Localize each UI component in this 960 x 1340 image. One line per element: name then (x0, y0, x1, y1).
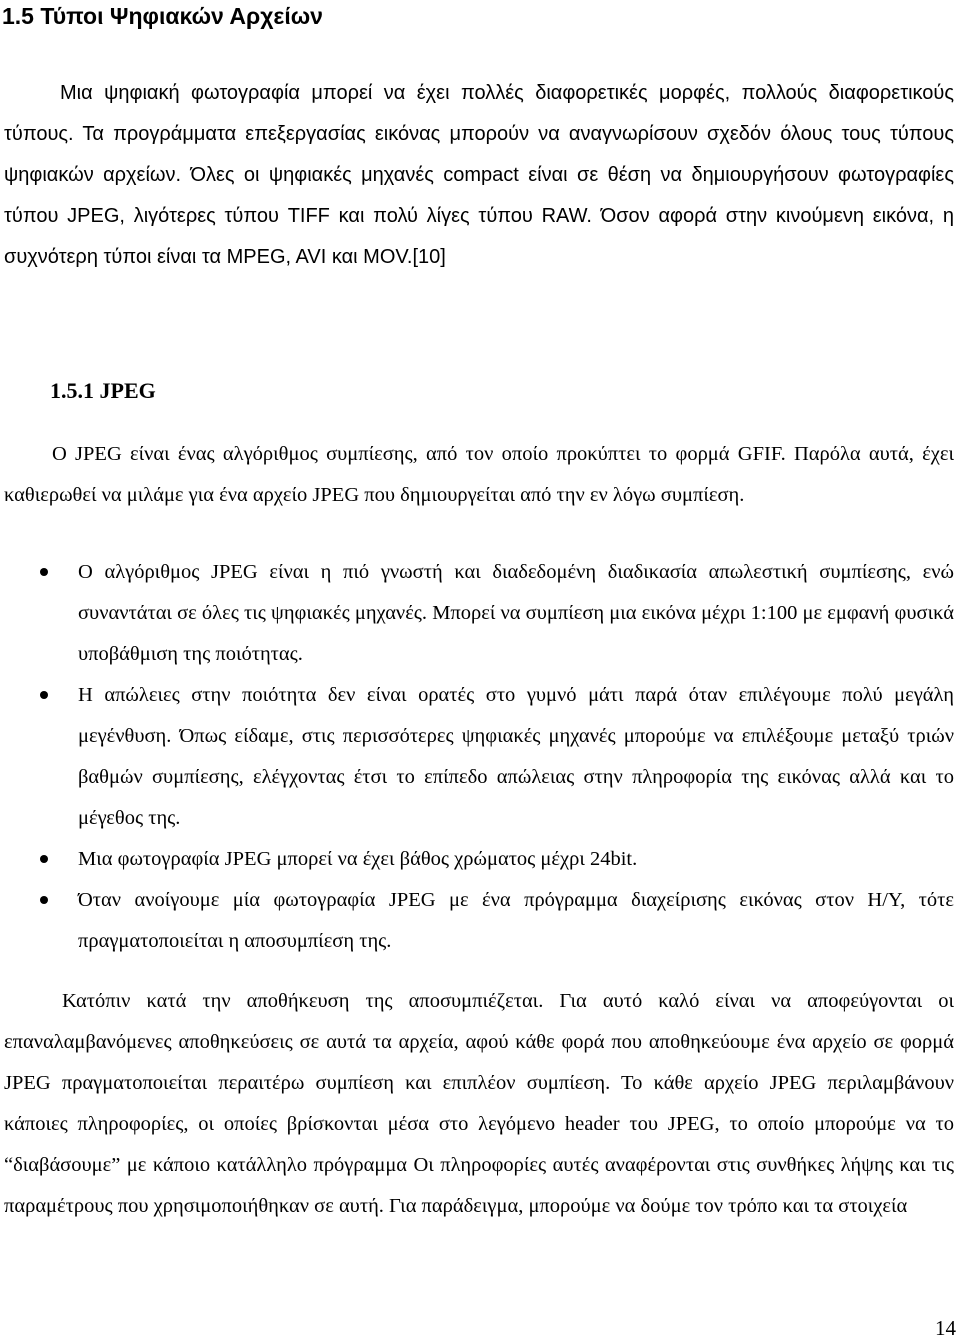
section-title: 1.5 Τύποι Ψηφιακών Αρχείων (2, 3, 323, 29)
page-number: 14 (935, 1316, 956, 1340)
subsection-title: 1.5.1 JPEG (50, 378, 156, 403)
list-item (78, 552, 954, 675)
jpeg-paragraph: Ο JPEG είναι ένας αλγόριθμος συμπίεσης, από τον οποίο προκύπτει το φορμά GFIF. Παρόλα αυτά, έχει καθιερωθεί να μιλάμε για ένα αρχείο JPEG που δημιουργείται από την εν λόγω συμπίεση. (4, 443, 954, 506)
bullet-text: Ο αλγόριθμος JPEG είναι η πιό γνωστή και διαδεδομένη διαδικασία απωλεστική συμπίεσης, ενώ συναντάται σε όλες τις ψηφιακές μηχανές. Μπορεί να συμπίεση μια εικόνα μέχρι 1:100 με εμφανή φυσικά υποβάθμιση της ποιότητας. (78, 561, 954, 665)
bullet-text: Μια φωτογραφία JPEG μπορεί να έχει βάθος χρώματος μέχρι 24bit. (78, 848, 638, 870)
list-item (78, 880, 954, 962)
bullet-icon (40, 896, 48, 904)
list-item (78, 839, 954, 880)
jpeg-bullet-list (78, 552, 954, 962)
bullet-icon (40, 855, 48, 863)
closing-paragraph: Κατόπιν κατά την αποθήκευση της αποσυμπιέζεται. Για αυτό καλό είναι να αποφεύγονται οι επαναλαμβανόμενες αποθηκεύσεις σε αυτά τα αρχεία, αφού κάθε φορά που αποθηκεύουμε ένα αρχείο σε φορμά JPEG πραγματοποιείται περαιτέρω συμπίεση και επιπλέον συμπίεση. Το κάθε αρχείο JPEG περιλαμβάνουν κάποιες πληροφορίες, οι οποίες βρίσκονται μέσα στο λεγόμενο header του JPEG, το οποίο μπορούμε να το “διαβάσουμε” με κάποιο κατάλληλο πρόγραμμα Οι πληροφορίες αυτές αναφέρονται στις συνθήκες λήψης και τις παραμέτρους που χρησιμοποιήθηκαν σε αυτή. Για παράδειγμα, μπορούμε να δούμε τον τρόπο και τα στοιχεία (4, 990, 954, 1217)
bullet-icon (40, 691, 48, 699)
list-item (78, 675, 954, 839)
bullet-icon (40, 568, 48, 576)
bullet-text: Όταν ανοίγουμε μία φωτογραφία JPEG με ένα πρόγραμμα διαχείρισης εικόνας στον Η/Υ, τότε πραγματοποιείται η αποσυμπίεση της. (78, 889, 954, 952)
bullet-text: Η απώλειες στην ποιότητα δεν είναι ορατές στο γυμνό μάτι παρά όταν επιλέγουμε πολύ μεγάλη μεγένθυση. Όπως είδαμε, στις περισσότερες ψηφιακές μηχανές μπορούμε να επιλέξουμε μεταξύ τριών βαθμών συμπίεσης, ελέγχοντας έτσι το επίπεδο απώλειας στην πληροφορία της εικόνας αλλά και το μέγεθος της. (78, 684, 954, 829)
intro-paragraph: Μια ψηφιακή φωτογραφία μπορεί να έχει πολλές διαφορετικές μορφές, πολλούς διαφορετικούς τύπους. Τα προγράμματα επεξεργασίας εικόνας μπορούν να αναγνωρίσουν σχεδόν όλους τους τύπους ψηφιακών αρχείων. Όλες οι ψηφιακές μηχανές compact είναι σε θέση να δημιουργήσουν φωτογραφίες τύπου JPEG, λιγότερες τύπου TIFF και πολύ λίγες τύπου RAW. Όσον αφορά στην κινούμενη εικόνα, η συχνότερη τύποι είναι τα MPEG, AVI και MOV.[10] (4, 82, 954, 268)
